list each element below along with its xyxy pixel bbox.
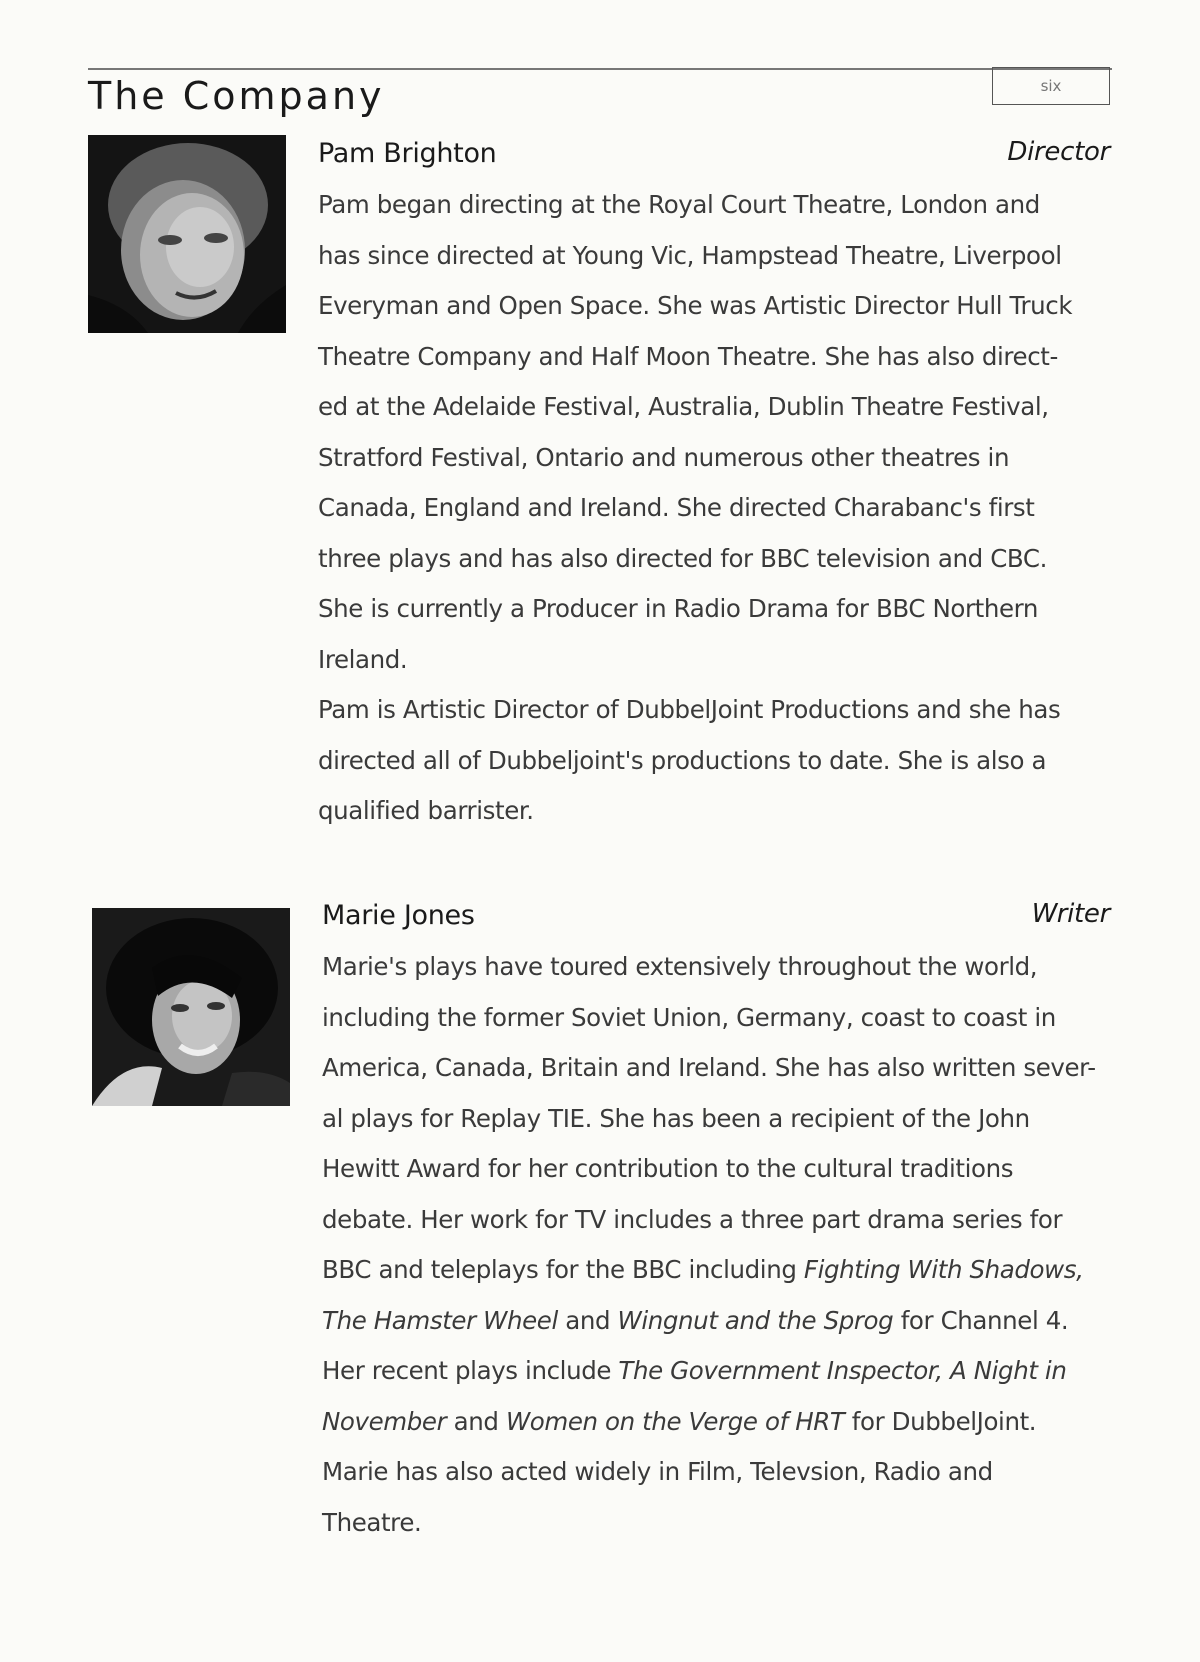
bio-line: Marie has also acted widely in Film, Televsion, Radio and bbox=[322, 1457, 993, 1486]
portrait-photo-pam-brighton bbox=[88, 135, 286, 333]
italic-title: Fighting With Shadows, bbox=[803, 1255, 1084, 1284]
bio-line: including the former Soviet Union, Germany, coast to coast in bbox=[322, 1002, 1056, 1032]
bio-line: Everyman and Open Space. She was Artistic Director Hull Truck bbox=[318, 291, 1073, 320]
bio-line: Canada, England and Ireland. She directed Charabanc's first bbox=[318, 493, 1035, 522]
bio-line: qualified barrister. bbox=[318, 796, 534, 825]
bio-line: debate. Her work for TV includes a three part drama series for bbox=[322, 1204, 1063, 1234]
bio-paragraph bbox=[322, 942, 1122, 1245]
portrait-image bbox=[88, 135, 286, 333]
bio-line: November and Women on the Verge of HRT for DubbelJoint. bbox=[322, 1406, 1037, 1436]
person-name: Marie Jones bbox=[322, 900, 475, 931]
section-title: The Company bbox=[88, 74, 385, 118]
italic-title: Women on the Verge of HRT bbox=[505, 1406, 845, 1436]
bio-line: America, Canada, Britain and Ireland. She has also written sever- bbox=[322, 1053, 1096, 1082]
bio-line: Theatre Company and Half Moon Theatre. She has also direct- bbox=[318, 341, 1058, 371]
bio-line: Her recent plays include The Government Inspector, A Night in bbox=[322, 1356, 1067, 1385]
person-role: Writer bbox=[1031, 899, 1110, 929]
bio-line: Ireland. bbox=[318, 644, 408, 674]
page-number-box: six bbox=[992, 67, 1110, 105]
italic-title: The Hamster Wheel bbox=[322, 1305, 558, 1335]
italic-title: The Government Inspector, A Night in bbox=[618, 1356, 1067, 1385]
bio-line: has since directed at Young Vic, Hampstead Theatre, Liverpool bbox=[318, 240, 1062, 270]
bio-line: Marie's plays have toured extensively throughout the world, bbox=[322, 952, 1038, 981]
bio-line: ed at the Adelaide Festival, Australia, Dublin Theatre Festival, bbox=[318, 392, 1049, 421]
bio-line: Pam began directing at the Royal Court Theatre, London and bbox=[318, 190, 1040, 219]
bio-line: BBC and teleplays for the BBC including Fighting With Shadows, bbox=[322, 1255, 1084, 1284]
header-rule bbox=[88, 68, 1112, 70]
italic-title: November bbox=[322, 1406, 447, 1436]
bio-line: directed all of Dubbeljoint's productions to date. She is also a bbox=[318, 745, 1047, 775]
portrait-image bbox=[92, 908, 290, 1106]
bio-line: Hewitt Award for her contribution to the cultural traditions bbox=[322, 1154, 1014, 1183]
bio-line: The Hamster Wheel and Wingnut and the Sprog for Channel 4. bbox=[322, 1305, 1069, 1335]
person-name: Pam Brighton bbox=[318, 138, 497, 169]
bio-line: Theatre. bbox=[322, 1507, 422, 1537]
bio-line: Stratford Festival, Ontario and numerous other theatres in bbox=[318, 442, 1010, 472]
portrait-photo-marie-jones bbox=[92, 908, 290, 1106]
bio-line: Pam is Artistic Director of DubbelJoint Productions and she has bbox=[318, 695, 1061, 724]
bio-line: three plays and has also directed for BBC television and CBC. bbox=[318, 543, 1047, 573]
bio-paragraph bbox=[318, 685, 1118, 837]
bio-paragraph-rich bbox=[322, 1245, 1122, 1548]
person-bio bbox=[322, 942, 1122, 1548]
italic-title: Wingnut and the Sprog bbox=[617, 1305, 894, 1335]
person-bio bbox=[318, 180, 1118, 837]
bio-line: al plays for Replay TIE. She has been a recipient of the John bbox=[322, 1103, 1030, 1133]
bio-line: She is currently a Producer in Radio Drama for BBC Northern bbox=[318, 594, 1039, 623]
bio-paragraph bbox=[318, 180, 1118, 685]
person-role: Director bbox=[1007, 137, 1110, 167]
